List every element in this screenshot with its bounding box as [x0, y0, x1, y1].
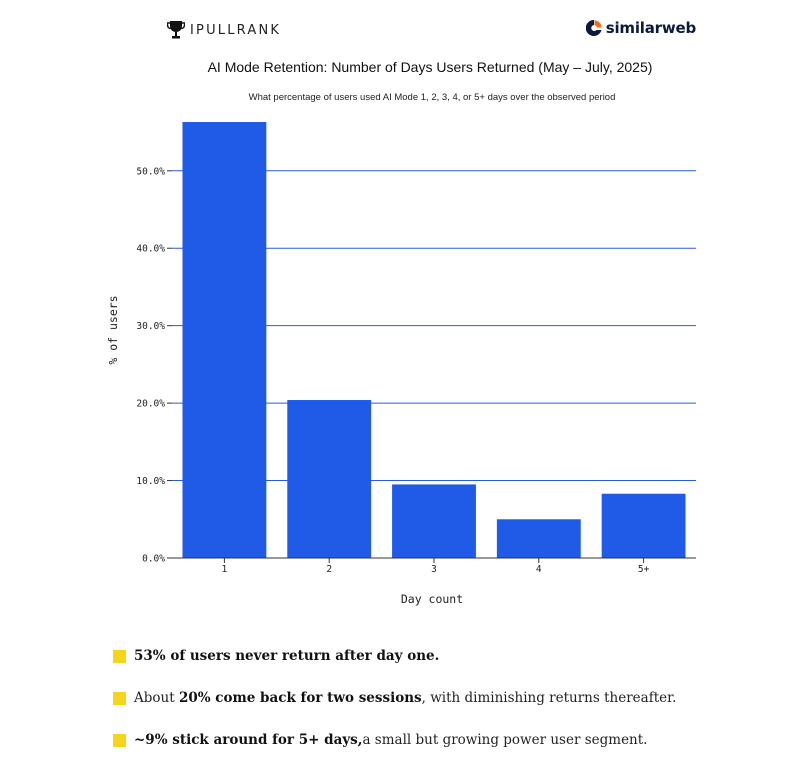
insight-item — [113, 730, 676, 750]
x-tick-label: 3 — [431, 564, 437, 575]
bar-2 — [287, 400, 371, 558]
insight-bold: 53% of users never return after day one. — [134, 648, 440, 664]
y-tick-label: 30.0% — [136, 321, 165, 333]
bar-1 — [182, 122, 266, 558]
y-tick-label: 40.0% — [136, 243, 165, 255]
insight-bold: 20% come back for two sessions — [178, 690, 422, 706]
x-axis-label: Day count — [400, 592, 464, 606]
bar-3 — [392, 484, 476, 558]
similarweb-wordmark: similarweb — [605, 19, 696, 37]
insight-rest: a small but growing power user segment. — [362, 732, 648, 748]
insight-item — [113, 688, 676, 708]
y-axis-label: % of users — [106, 295, 120, 365]
insight-item — [113, 646, 676, 666]
bullet-square-icon — [113, 734, 126, 747]
y-tick-label: 20.0% — [136, 398, 165, 410]
bar-5+ — [602, 494, 686, 558]
insight-prefix: About — [134, 690, 175, 706]
bullet-square-icon — [113, 692, 126, 705]
insights-list — [113, 646, 676, 772]
insight-rest: , with diminishing returns thereafter. — [421, 690, 677, 706]
chart-title: AI Mode Retention: Number of Days Users Returned (May – July, 2025) — [207, 59, 653, 75]
insight-bold: ~9% stick around for 5+ days, — [134, 732, 363, 748]
bullet-square-icon — [113, 650, 126, 663]
y-tick-label: 10.0% — [136, 476, 165, 488]
y-tick-label: 50.0% — [136, 166, 165, 178]
bars — [182, 122, 685, 558]
x-tick-label: 1 — [221, 564, 228, 575]
x-tick-label: 4 — [535, 564, 542, 575]
x-tick-label: 2 — [326, 564, 333, 575]
chart-subtitle: What percentage of users used AI Mode 1, 2, 3, 4, or 5+ days over the observed period — [248, 92, 616, 103]
y-tick-label: 0.0% — [142, 553, 165, 565]
bar-4 — [497, 519, 581, 558]
x-tick-label: 5+ — [637, 564, 650, 575]
ipullrank-wordmark: IPULLRANK — [190, 22, 282, 38]
